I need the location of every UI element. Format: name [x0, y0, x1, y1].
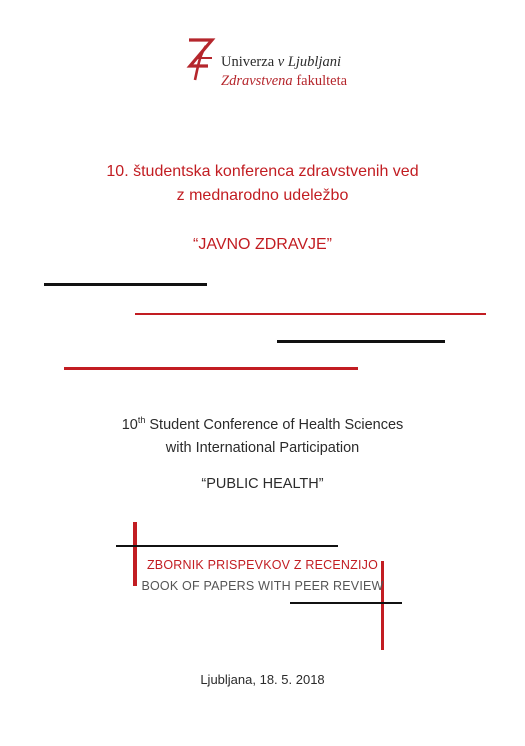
decorative-bar-4	[64, 367, 358, 370]
proceedings-title-sl: ZBORNIK PRISPEVKOV Z RECENZIJO	[146, 558, 379, 572]
decorative-vertical-bar-left	[133, 522, 137, 586]
conference-number: 10	[121, 417, 138, 433]
conference-title-en-line2: with International Participation	[165, 440, 360, 456]
decorative-bar-6	[290, 602, 402, 604]
university-name-italic: v Ljubljani	[277, 54, 342, 70]
conference-title-en-rest: Student Conference of Health Sciences	[145, 417, 404, 433]
conference-title-en-line1	[0, 417, 525, 433]
faculty-name-italic: Zdravstvena	[221, 73, 293, 89]
zf-logo-icon	[186, 36, 218, 82]
proceedings-title-en: BOOK OF PAPERS WITH PEER REVIEW	[141, 579, 384, 593]
conference-title-sl-line1: 10. študentska konferenca zdravstvenih ved	[106, 163, 419, 180]
conference-title-sl-line2: z mednarodno udeležbo	[176, 187, 349, 204]
decorative-bar-1	[44, 283, 207, 286]
place-and-date: Ljubljana, 18. 5. 2018	[200, 672, 325, 687]
decorative-bar-2	[135, 313, 486, 315]
ordinal-suffix: th	[137, 415, 146, 426]
university-name	[221, 54, 341, 71]
conference-theme-sl: “JAVNO ZDRAVJE”	[193, 236, 332, 253]
conference-theme-en: “PUBLIC HEALTH”	[201, 476, 324, 492]
decorative-vertical-bar-right	[381, 561, 384, 650]
decorative-bar-3	[277, 340, 445, 343]
faculty-name-regular: fakulteta	[292, 73, 348, 89]
faculty-name	[221, 73, 347, 90]
decorative-bar-5	[116, 545, 338, 547]
university-name-regular: Univerza	[221, 54, 278, 70]
